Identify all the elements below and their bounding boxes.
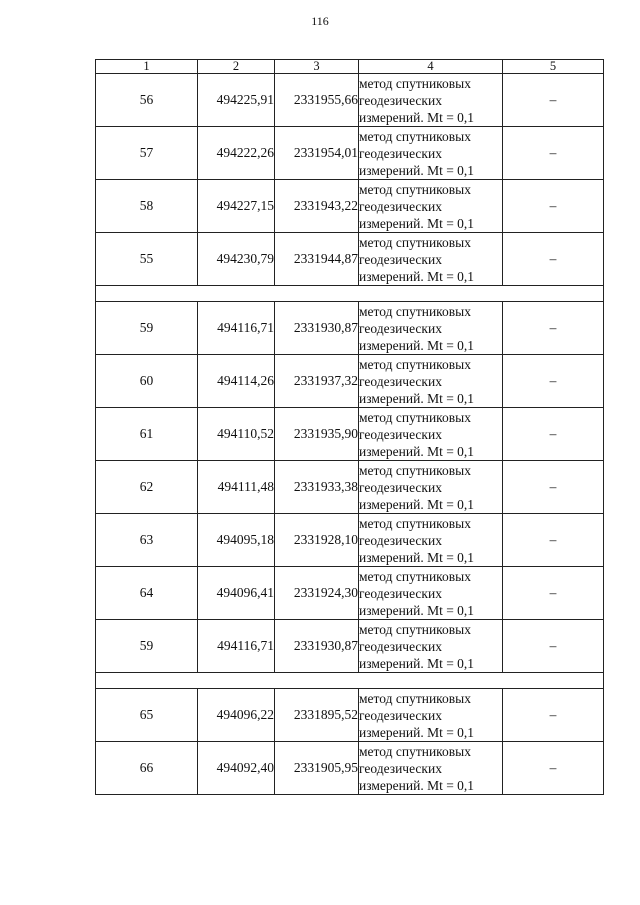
method-line-2: геодезических: [359, 198, 442, 214]
group-separator-cell: [96, 286, 604, 302]
x-coordinate-cell: 494114,26: [198, 355, 275, 408]
y-coordinate-cell: 2331905,95: [275, 742, 359, 795]
table-row: [96, 74, 604, 127]
method-line-2: геодезических: [359, 707, 442, 723]
method-line-1: метод спутниковых: [359, 690, 471, 706]
point-number-cell: 63: [96, 514, 198, 567]
point-number-cell: 60: [96, 355, 198, 408]
x-coordinate-cell: 494110,52: [198, 408, 275, 461]
column-header-3: 3: [275, 60, 359, 74]
y-coordinate-cell: 2331930,87: [275, 620, 359, 673]
method-line-1: метод спутниковых: [359, 462, 471, 478]
method-line-1: метод спутниковых: [359, 234, 471, 250]
method-line-3: измерений. Mt = 0,1: [359, 443, 475, 459]
x-coordinate-cell: 494095,18: [198, 514, 275, 567]
table-body: [96, 74, 604, 795]
description-cell: –: [503, 567, 604, 620]
method-line-2: геодезических: [359, 760, 442, 776]
method-cell: [359, 302, 503, 355]
method-line-3: измерений. Mt = 0,1: [359, 777, 475, 793]
description-cell: –: [503, 514, 604, 567]
point-number-cell: 65: [96, 689, 198, 742]
description-cell: –: [503, 302, 604, 355]
method-cell: [359, 567, 503, 620]
method-line-3: измерений. Mt = 0,1: [359, 724, 475, 740]
table-row: [96, 302, 604, 355]
method-line-3: измерений. Mt = 0,1: [359, 390, 475, 406]
description-cell: –: [503, 689, 604, 742]
y-coordinate-cell: 2331930,87: [275, 302, 359, 355]
method-line-1: метод спутниковых: [359, 356, 471, 372]
header-row: [96, 60, 604, 74]
point-number-cell: 59: [96, 302, 198, 355]
method-cell: [359, 233, 503, 286]
method-line-2: геодезических: [359, 479, 442, 495]
method-line-3: измерений. Mt = 0,1: [359, 496, 475, 512]
method-cell: [359, 408, 503, 461]
method-line-3: измерений. Mt = 0,1: [359, 602, 475, 618]
method-cell: [359, 355, 503, 408]
method-line-1: метод спутниковых: [359, 743, 471, 759]
method-line-2: геодезических: [359, 532, 442, 548]
table-row: [96, 461, 604, 514]
method-cell: [359, 180, 503, 233]
method-line-1: метод спутниковых: [359, 568, 471, 584]
method-cell: [359, 461, 503, 514]
page-number: 116: [311, 14, 329, 28]
x-coordinate-cell: 494096,22: [198, 689, 275, 742]
table-row: [96, 127, 604, 180]
column-header-5: 5: [503, 60, 604, 74]
method-line-1: метод спутниковых: [359, 303, 471, 319]
y-coordinate-cell: 2331895,52: [275, 689, 359, 742]
point-number-cell: 55: [96, 233, 198, 286]
table-row: [96, 514, 604, 567]
group-separator-cell: [96, 673, 604, 689]
description-cell: –: [503, 127, 604, 180]
coordinates-table: [95, 59, 604, 795]
method-line-1: метод спутниковых: [359, 128, 471, 144]
group-separator-row: [96, 673, 604, 689]
point-number-cell: 62: [96, 461, 198, 514]
method-line-1: метод спутниковых: [359, 621, 471, 637]
table-row: [96, 742, 604, 795]
method-line-3: измерений. Mt = 0,1: [359, 109, 475, 125]
y-coordinate-cell: 2331924,30: [275, 567, 359, 620]
x-coordinate-cell: 494222,26: [198, 127, 275, 180]
description-cell: –: [503, 180, 604, 233]
method-line-3: измерений. Mt = 0,1: [359, 549, 475, 565]
method-cell: [359, 742, 503, 795]
x-coordinate-cell: 494230,79: [198, 233, 275, 286]
method-line-1: метод спутниковых: [359, 75, 471, 91]
y-coordinate-cell: 2331933,38: [275, 461, 359, 514]
method-line-3: измерений. Mt = 0,1: [359, 215, 475, 231]
table-row: [96, 620, 604, 673]
x-coordinate-cell: 494111,48: [198, 461, 275, 514]
method-line-1: метод спутниковых: [359, 409, 471, 425]
column-header-1: 1: [96, 60, 198, 74]
y-coordinate-cell: 2331928,10: [275, 514, 359, 567]
description-cell: –: [503, 408, 604, 461]
method-line-3: измерений. Mt = 0,1: [359, 337, 475, 353]
method-line-2: геодезических: [359, 426, 442, 442]
group-separator-row: [96, 286, 604, 302]
method-line-2: геодезических: [359, 145, 442, 161]
table-row: [96, 233, 604, 286]
table-row: [96, 180, 604, 233]
method-line-1: метод спутниковых: [359, 515, 471, 531]
point-number-cell: 57: [96, 127, 198, 180]
description-cell: –: [503, 742, 604, 795]
method-line-2: геодезических: [359, 251, 442, 267]
table-row: [96, 689, 604, 742]
y-coordinate-cell: 2331944,87: [275, 233, 359, 286]
method-cell: [359, 74, 503, 127]
x-coordinate-cell: 494225,91: [198, 74, 275, 127]
point-number-cell: 56: [96, 74, 198, 127]
x-coordinate-cell: 494116,71: [198, 302, 275, 355]
method-line-2: геодезических: [359, 585, 442, 601]
column-header-4: 4: [359, 60, 503, 74]
x-coordinate-cell: 494116,71: [198, 620, 275, 673]
column-header-2: 2: [198, 60, 275, 74]
x-coordinate-cell: 494227,15: [198, 180, 275, 233]
method-line-3: измерений. Mt = 0,1: [359, 655, 475, 671]
description-cell: –: [503, 233, 604, 286]
y-coordinate-cell: 2331937,32: [275, 355, 359, 408]
point-number-cell: 64: [96, 567, 198, 620]
method-cell: [359, 620, 503, 673]
method-cell: [359, 689, 503, 742]
method-line-2: геодезических: [359, 92, 442, 108]
point-number-cell: 58: [96, 180, 198, 233]
description-cell: –: [503, 461, 604, 514]
table-row: [96, 408, 604, 461]
y-coordinate-cell: 2331943,22: [275, 180, 359, 233]
method-line-3: измерений. Mt = 0,1: [359, 162, 475, 178]
y-coordinate-cell: 2331935,90: [275, 408, 359, 461]
x-coordinate-cell: 494096,41: [198, 567, 275, 620]
method-cell: [359, 514, 503, 567]
method-line-2: геодезических: [359, 373, 442, 389]
table-row: [96, 567, 604, 620]
description-cell: –: [503, 355, 604, 408]
method-line-1: метод спутниковых: [359, 181, 471, 197]
method-line-2: геодезических: [359, 320, 442, 336]
method-line-2: геодезических: [359, 638, 442, 654]
description-cell: –: [503, 620, 604, 673]
method-cell: [359, 127, 503, 180]
table-row: [96, 355, 604, 408]
point-number-cell: 66: [96, 742, 198, 795]
point-number-cell: 61: [96, 408, 198, 461]
x-coordinate-cell: 494092,40: [198, 742, 275, 795]
y-coordinate-cell: 2331954,01: [275, 127, 359, 180]
point-number-cell: 59: [96, 620, 198, 673]
description-cell: –: [503, 74, 604, 127]
y-coordinate-cell: 2331955,66: [275, 74, 359, 127]
method-line-3: измерений. Mt = 0,1: [359, 268, 475, 284]
